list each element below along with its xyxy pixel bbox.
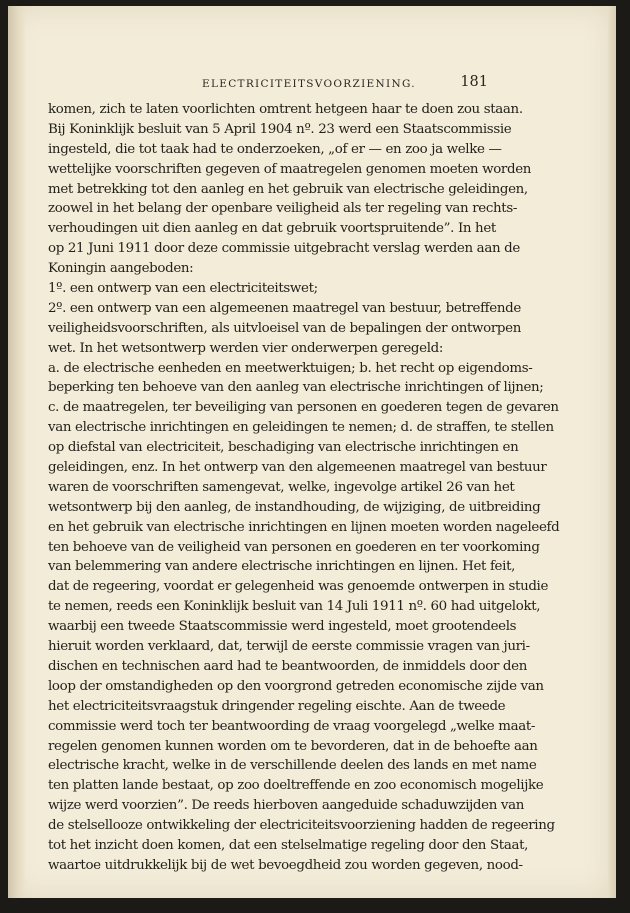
- text-line: hieruit worden verklaard, dat, terwijl de eerste commissie vragen van juri-: [48, 639, 530, 655]
- text-line: veiligheidsvoorschriften, als uitvloeisel van de bepalingen der ontworpen: [48, 320, 522, 336]
- text-line: beperking ten behoeve van den aanleg van electrische inrichtingen of lijnen;: [48, 380, 544, 396]
- text-line: ingesteld, die tot taak had te onderzoeken, „of er — en zoo ja welke —: [48, 141, 502, 157]
- text-line: ten behoeve van de veiligheid van personen en goederen en ter voorkoming: [48, 539, 540, 555]
- text-line: en het gebruik van electrische inrichtingen en lijnen moeten worden nageleefd: [48, 519, 560, 535]
- text-line: 1º. een ontwerp van een electriciteitswet;: [48, 281, 318, 297]
- text-line: waarbij een tweede Staatscommissie werd ingesteld, moet grootendeels: [48, 619, 517, 635]
- running-title: ELECTRICITEITSVOORZIENING.: [202, 78, 416, 90]
- text-line: komen, zich te laten voorlichten omtrent hetgeen haar te doen zou staan.: [48, 102, 523, 117]
- text-line: loop der omstandigheden op den voorgrond getreden economische zijde van: [48, 678, 544, 694]
- text-line: regelen genomen kunnen worden om te bevorderen, dat in de behoefte aan: [48, 738, 538, 754]
- text-line: waartoe uitdrukkelijk bij de wet bevoegdheid zou worden gegeven, nood-: [48, 857, 523, 873]
- text-line: zoowel in het belang der openbare veiligheid als ter regeling van rechts-: [48, 201, 518, 217]
- text-line: van electrische inrichtingen en geleidingen te nemen; d. de straffen, te stellen: [48, 420, 554, 436]
- text-line: met betrekking tot den aanleg en het gebruik van electrische geleidingen,: [48, 181, 528, 197]
- text-line: wijze werd voorzien”. De reeds hierboven aangeduide schaduwzijden van: [48, 798, 525, 814]
- page-edge: [608, 6, 616, 898]
- text-line: te nemen, reeds een Koninklijk besluit van 14 Juli 1911 nº. 60 had uitgelokt,: [48, 599, 541, 615]
- text-line: wettelijke voorschriften gegeven of maatregelen genomen moeten worden: [48, 161, 532, 177]
- text-line: waren de voorschriften samengevat, welke, ingevolge artikel 26 van het: [48, 479, 515, 495]
- text-line: c. de maatregelen, ter beveiliging van personen en goederen tegen de gevaren: [48, 400, 559, 416]
- text-line: het electriciteitsvraagstuk dringender regeling eischte. Aan de tweede: [48, 698, 506, 714]
- text-line: 2º. een ontwerp van een algemeenen maatregel van bestuur, betreffende: [48, 300, 521, 316]
- text-line: electrische kracht, welke in de verschillende deelen des lands en met name: [48, 758, 537, 774]
- text-line: wetsontwerp bij den aanleg, de instandhouding, de wijziging, de uitbreiding: [48, 499, 541, 515]
- text-line: van belemmering van andere electrische inrichtingen en lijnen. Het feit,: [48, 559, 516, 575]
- page-header: [52, 72, 488, 94]
- text-line: op 21 Juni 1911 door deze commissie uitgebracht verslag werden aan de: [48, 241, 520, 257]
- text-line: Bij Koninklijk besluit van 5 April 1904 nº. 23 werd een Staatscommissie: [48, 121, 512, 137]
- text-line: dischen en technischen aard had te beantwoorden, de inmiddels door den: [48, 658, 527, 674]
- text-line: de stelsellooze ontwikkeling der electriciteitsvoorziening hadden de regeering: [48, 818, 555, 834]
- text-line: commissie werd toch ter beantwoording de vraag voorgelegd „welke maat-: [48, 718, 536, 734]
- text-line: Koningin aangeboden:: [48, 261, 194, 277]
- body-text: [48, 100, 560, 876]
- text-line: tot het inzicht doen komen, dat een stelselmatige regeling door den Staat,: [48, 837, 529, 853]
- text-line: dat de regeering, voordat er gelegenheid was genoemde ontwerpen in studie: [48, 579, 549, 595]
- text-line: op diefstal van electriciteit, beschadiging van electrische inrichtingen en: [48, 440, 519, 456]
- text-line: ten platten lande bestaat, op zoo doeltreffende en zoo economisch mogelijke: [48, 778, 544, 794]
- page-number: 181: [460, 74, 488, 90]
- text-line: a. de electrische eenheden en meetwerktuigen; b. het recht op eigendoms-: [48, 360, 533, 376]
- text-line: geleidingen, enz. In het ontwerp van den algemeenen maatregel van bestuur: [48, 460, 547, 476]
- text-line: verhoudingen uit dien aanleg en dat gebruik voortspruitende”. In het: [48, 221, 496, 237]
- text-line: wet. In het wetsontwerp werden vier onderwerpen geregeld:: [48, 340, 444, 356]
- page-gutter-shadow: [8, 6, 26, 898]
